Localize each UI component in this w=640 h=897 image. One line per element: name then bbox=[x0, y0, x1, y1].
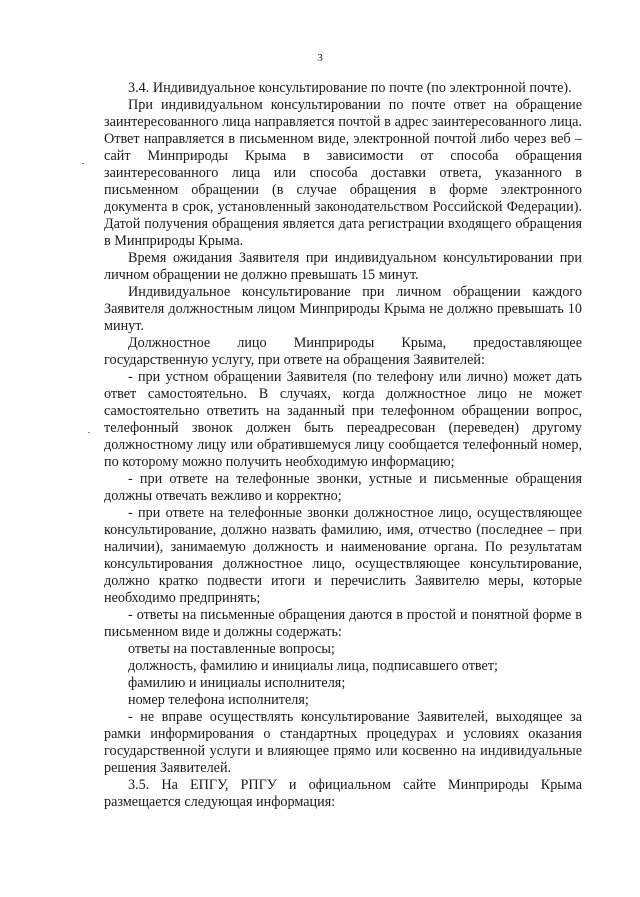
scan-artifact bbox=[82, 163, 84, 164]
paragraph-oral-request: - при устном обращении Заявителя (по телефону или лично) может дать ответ самостоятельно. В случаях, когда должностное лицо не может самостоятельно ответить на заданный при телефонном обращении вопрос, телефонный звонок должен быть переадресован (переведен) другому должностному лицу или обратившемуся лицу сообщается телефонный номер, по которому можно получить необходимую информацию; bbox=[104, 369, 582, 470]
paragraph-politeness: - при ответе на телефонные звонки, устные и письменные обращения должны отвечать вежливо и корректно; bbox=[104, 471, 582, 504]
paragraph-phone-answer: - при ответе на телефонные звонки должностное лицо, осуществляющее консультирование, должно назвать фамилию, имя, отчество (последнее – при наличии), занимаемую должность и наименование органа. По результатам консультирования должностное лицо, осуществляющее консультирование, должно кратко подвести итоги и перечислить Заявителю меры, которые необходимо предпринять; bbox=[104, 505, 582, 606]
paragraph-restriction: - не вправе осуществлять консультирование Заявителей, выходящее за рамки информирования о стандартных процедурах и условиях оказания государственной услуги и влияющее прямо или косвенно на индивидуальные решения Заявителей. bbox=[104, 709, 582, 776]
list-item: номер телефона исполнителя; bbox=[128, 692, 309, 708]
paragraph-consulting-duration: Индивидуальное консультирование при личном обращении каждого Заявителя должностным лицом Минприроды Крыма не должно превышать 10 минут. bbox=[104, 284, 582, 334]
paragraph-3-5-heading: 3.5. На ЕПГУ, РПГУ и официальном сайте Минприроды Крыма размещается следующая информация: bbox=[104, 777, 582, 810]
paragraph-3-4-heading: 3.4. Индивидуальное консультирование по почте (по электронной почте). bbox=[128, 80, 572, 96]
list-item: фамилию и инициалы исполнителя; bbox=[128, 675, 346, 691]
list-item: должность, фамилию и инициалы лица, подписавшего ответ; bbox=[128, 658, 498, 674]
page-number: 3 bbox=[317, 52, 323, 64]
paragraph-official-duties: Должностное лицо Минприроды Крыма, предоставляющее государственную услугу, при ответе на обращения Заявителей: bbox=[104, 335, 582, 368]
list-item: ответы на поставленные вопросы; bbox=[128, 641, 335, 657]
paragraph-mail-consulting: При индивидуальном консультировании по почте ответ на обращение заинтересованного лица направляется почтой в адрес заинтересованного лица. Ответ направляется в письменном виде, электронной почтой либо через веб – сайт Минприроды Крыма в зависимости от способа обращения заинтересованного лица или способа доставки ответа, указанного в письменном обращении (в случае обращения в форме электронного документа в срок, установленный законодательством Российской Федерации). Датой получения обращения является дата регистрации входящего обращения в Минприроды Крыма. bbox=[104, 97, 582, 249]
document-body bbox=[104, 80, 582, 811]
paragraph-waiting-time: Время ожидания Заявителя при индивидуальном консультировании при личном обращении не должно превышать 15 минут. bbox=[104, 250, 582, 283]
scan-artifact bbox=[88, 432, 90, 433]
paragraph-written-answer: - ответы на письменные обращения даются в простой и понятной форме в письменном виде и должны содержать: bbox=[104, 607, 582, 640]
